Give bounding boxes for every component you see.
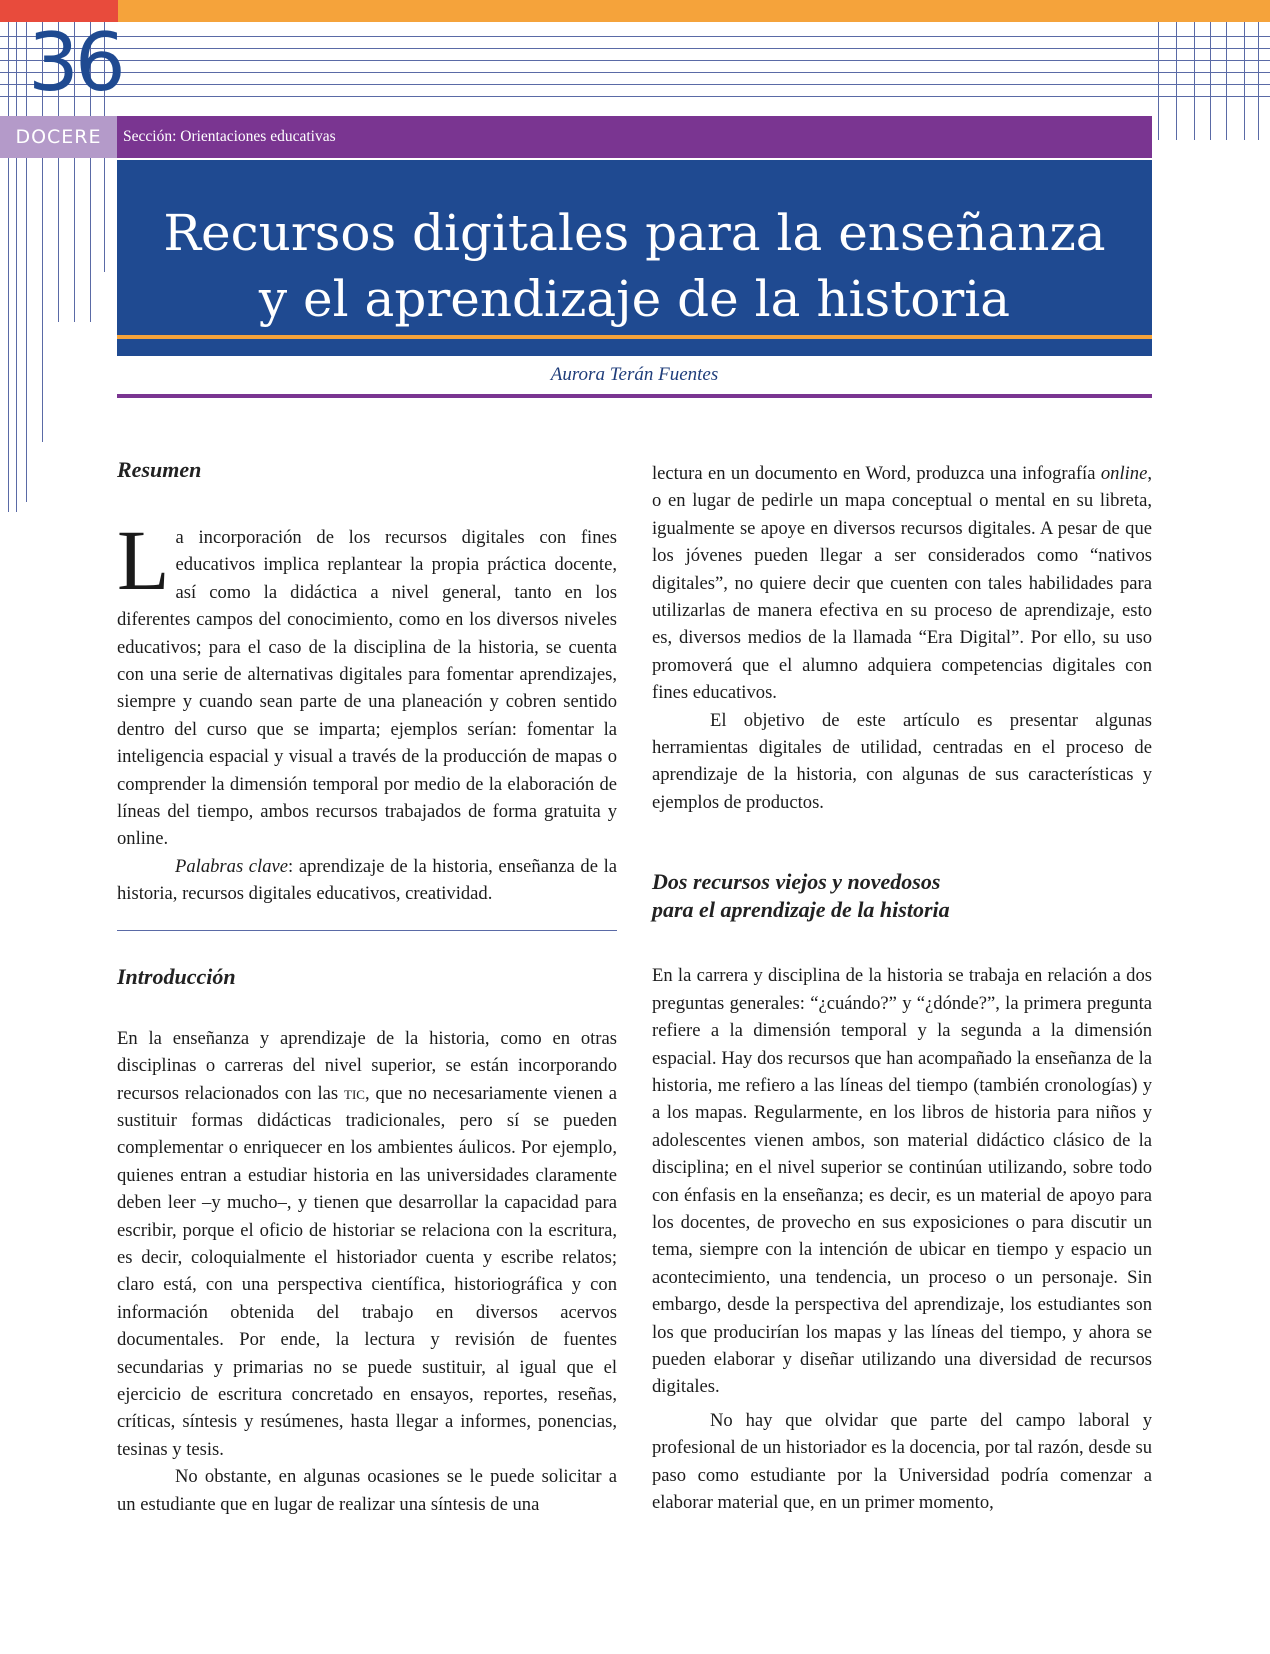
article-title	[117, 200, 1152, 332]
resumen-paragraph	[117, 512, 617, 853]
right-paragraph-2: El objetivo de este artículo es presentar algunas herramientas digitales de utilidad, centradas en el proceso de aprendizaje de la historia, con algunas de sus características y ejemplos de productos.	[652, 709, 1152, 813]
keywords-paragraph	[117, 853, 617, 908]
margin-rule	[26, 22, 27, 502]
margin-rule	[1226, 22, 1227, 140]
top-orange-bar	[118, 0, 1270, 22]
margin-rule	[16, 22, 17, 512]
section-heading-line-2: para el aprendizaje de la historia	[652, 897, 950, 923]
right-text-a: lectura en un documento en Word, produzca una infografía	[652, 463, 1101, 484]
intro-paragraph-1	[117, 1025, 617, 1464]
intro-paragraph-2: No obstante, en algunas ocasiones se le puede solicitar a un estudiante que en lugar de realizar una síntesis de una	[117, 1466, 617, 1515]
section-label: Sección: Orientaciones educativas	[123, 128, 336, 145]
header-rule	[0, 72, 1270, 73]
article-title-line-2: y el aprendizaje de la historia	[258, 270, 1011, 328]
title-orange-rule	[117, 335, 1152, 339]
margin-rule	[1210, 22, 1211, 140]
keywords-label: Palabras clave	[175, 855, 289, 877]
page-number: 36	[28, 16, 122, 109]
drop-cap: L	[117, 512, 170, 608]
margin-rule	[1176, 22, 1177, 140]
left-column	[117, 456, 617, 1518]
margin-rule	[1258, 22, 1259, 140]
margin-rule	[1158, 22, 1159, 140]
margin-rule	[8, 22, 9, 512]
brand-label: DOCERE	[15, 126, 102, 148]
margin-rule	[1194, 22, 1195, 140]
right-paragraph-1	[652, 460, 1152, 707]
keywords-text: : aprendizaje de la historia, enseñanza de la historia, recursos digitales educativos, creatividad.	[117, 855, 617, 905]
resumen-heading: Resumen	[117, 457, 202, 482]
header-rule	[0, 48, 1270, 49]
intro-abbrev: tic	[344, 1082, 365, 1104]
intro-heading: Introducción	[117, 963, 236, 989]
header-rule	[0, 84, 1270, 85]
author-rule	[117, 394, 1152, 398]
right-paragraph-3: En la carrera y disciplina de la historia se trabaja en relación a dos preguntas generales: “¿cuándo?” y “¿dónde?”, la primera pregunta refiere a la dimensión temporal y la segunda a la dimensión espacial. Hay dos recursos que han acompañado la enseñanza de la historia, me refiero a las líneas del tiempo (también cronologías) y a los mapas. Regularmente, en los libros de historia para niños y adolescentes vienen ambos, son material didáctico clásico de la disciplina; en el nivel superior se continúan utilizando, sobre todo con énfasis en la enseñanza; es decir, es un material de apoyo para los docentes, de provecho en sus exposiciones o para discutir un tema, siempre con la intención de ubicar en tiempo y espacio un acontecimiento, una tendencia, un proceso o un personaje. Sin embargo, desde la perspectiva del aprendizaje, los estudiantes son los que producirían los mapas y las líneas del tiempo, y ahora se pueden elaborar y diseñar utilizando una diversidad de recursos digitales.	[652, 965, 1152, 1398]
right-text-b: , o en lugar de pedirle un mapa conceptual o mental en su libreta, igualmente se apoye en diversos recursos digitales. A pesar de que los jóvenes pueden llegar a ser considerados como “nativos digitales”, no quiere decir que cuenten con tales habilidades para utilizarlas de manera efectiva en su proceso de aprendizaje, esto es, diversos medios de la llamada “Era Digital”. Por ello, su uso promoverá que el alumno adquiera competencias digitales con fines educativos.	[652, 463, 1152, 704]
right-paragraph-4: No hay que olvidar que parte del campo laboral y profesional de un historiador es la docencia, por tal razón, desde su paso como estudiante por la Universidad podría comenzar a elaborar material que, en un primer momento,	[652, 1409, 1152, 1513]
resumen-text: a incorporación de los recursos digitales con fines educativos implica replantear la propia práctica docente, así como la didáctica a nivel general, tanto en los diferentes campos del conocimiento, como en los diversos niveles educativos; para el caso de la disciplina de la historia, se cuenta con una serie de alternativas digitales para fomentar aprendizajes, siempre y cuando sean parte de una planeación y cobren sentido dentro del curso que se imparta; ejemplos serían: fomentar la inteligencia espacial y visual a través de la producción de mapas o comprender la dimensión temporal por medio de la elaboración de líneas del tiempo, ambos recursos trabajados de forma gratuita y online.	[117, 527, 617, 850]
author-name: Aurora Terán Fuentes	[550, 364, 719, 385]
intro-text-b: , que no necesariamente vienen a sustituir formas didácticas tradicionales, pero sí se pueden complementar o enriquecer en los ambientes áulicos. Por ejemplo, quienes entran a estudiar historia en las universidades claramente deben leer –y mucho–, y tienen que desarrollar la capacidad para escribir, porque el oficio de historiar se relaciona con la escritura, es decir, coloquialmente el historiador cuenta y escribe relatos; claro está, con una perspectiva científica, historiográfica y con información obtenida del trabajo en diversos acervos documentales. Por ende, la lectura y revisión de fuentes secundarias y primarias no se puede sustituir, al igual que el ejercicio de escritura concretado en ensayos, reportes, reseñas, críticas, síntesis y resúmenes, hasta llegar a informes, ponencias, tesinas y tesis.	[117, 1082, 617, 1460]
intro-text-a: En la enseñanza y aprendizaje de la historia, como en otras disciplinas o carreras del nivel superior, se están incorporando recursos relacionados con las	[117, 1027, 617, 1104]
right-online-word: online	[1100, 463, 1148, 484]
section-heading	[652, 868, 1152, 924]
header-rule	[0, 60, 1270, 61]
header-rule	[0, 96, 1270, 97]
section-heading-line-1: Dos recursos viejos y novedosos	[652, 869, 941, 895]
header-rule	[0, 36, 1270, 37]
article-title-line-1: Recursos digitales para la enseñanza	[163, 204, 1106, 262]
margin-rule	[1244, 22, 1245, 140]
right-column	[652, 460, 1152, 1516]
